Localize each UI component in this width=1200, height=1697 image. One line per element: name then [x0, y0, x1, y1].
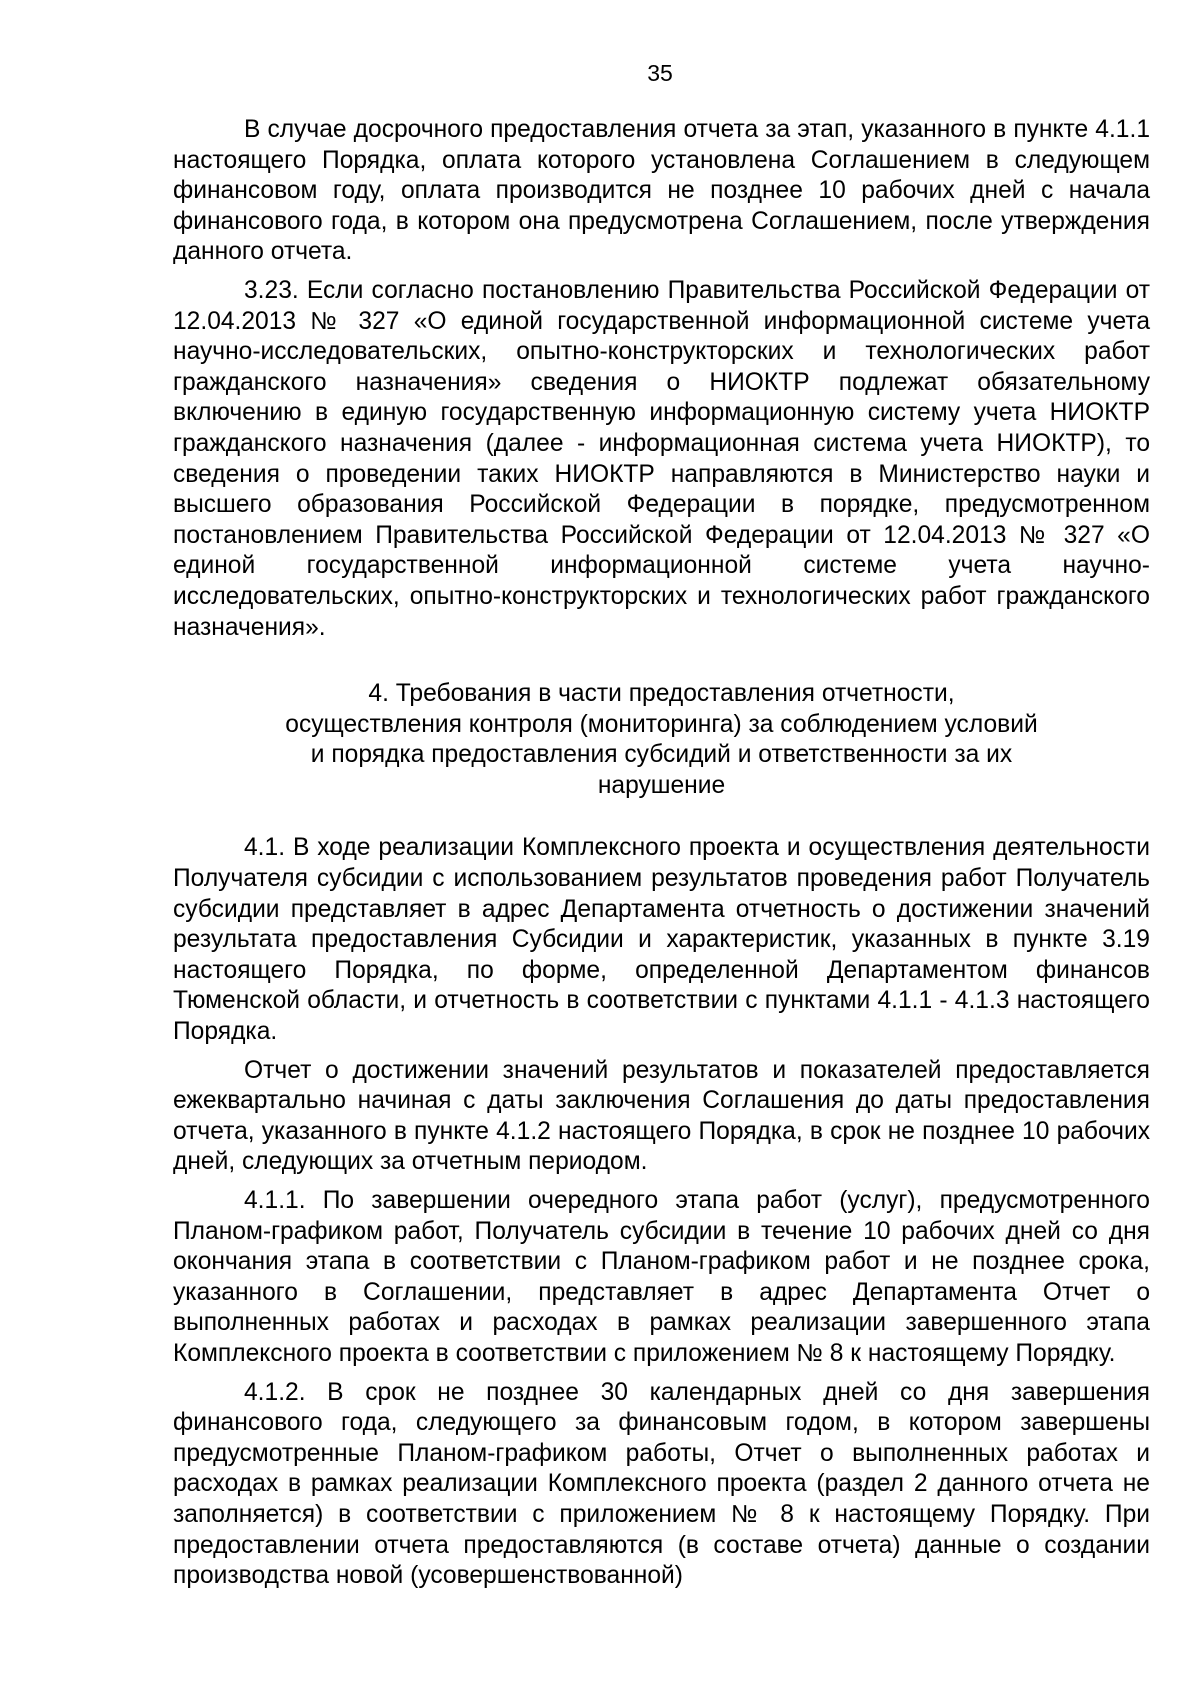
section-heading-line: и порядка предоставления субсидий и ответственности за их	[310, 741, 1013, 769]
page-number: 35	[647, 60, 673, 86]
section-heading-line: нарушение	[597, 771, 726, 799]
document-body	[173, 115, 1150, 1600]
paragraph-3-23: 3.23. Если согласно постановлению Правительства Российской Федерации от 12.04.2013 № 327 «О единой государственной информационной системе учета научно-исследовательских, опытно-конструкторских и технологических работ гражданского назначения» сведения о НИОКТР подлежат обязательному включению в единую государственную информационную систему учета НИОКТР гражданского назначения (далее - информационная система учета НИОКТР), то сведения о проведении таких НИОКТР направляются в Министерство науки и высшего образования Российской Федерации в порядке, предусмотренном постановлением Правительства Российской Федерации от 12.04.2013 № 327 «О единой государственной информационной системе учета научно-исследовательских, опытно-конструкторских и технологических работ гражданского назначения».	[173, 276, 1150, 641]
section-heading-line: 4. Требования в части предоставления отчетности,	[368, 680, 955, 708]
section-4-heading	[173, 679, 1150, 801]
paragraph-4-1: 4.1. В ходе реализации Комплексного проекта и осуществления деятельности Получателя субсидии с использованием результатов проведения работ Получатель субсидии представляет в адрес Департамента отчетность о достижении значений результата предоставления Субсидии и характеристик, указанных в пункте 3.19 настоящего Порядка, по форме, определенной Департаментом финансов Тюменской области, и отчетность в соответствии с пунктами 4.1.1 - 4.1.3 настоящего Порядка.	[173, 834, 1150, 1046]
paragraph-quarterly-report: Отчет о достижении значений результатов и показателей предоставляется ежеквартально начиная с даты заключения Соглашения до даты предоставления отчета, указанного в пункте 4.1.2 настоящего Порядка, в срок не позднее 10 рабочих дней, следующих за отчетным периодом.	[173, 1056, 1150, 1176]
section-heading-line: осуществления контроля (мониторинга) за соблюдением условий	[285, 710, 1038, 738]
paragraph-early-report-payment: В случае досрочного предоставления отчета за этап, указанного в пункте 4.1.1 настоящего Порядка, оплата которого установлена Соглашением в следующем финансовом году, оплата производится не позднее 10 рабочих дней с начала финансового года, в котором она предусмотрена Соглашением, после утверждения данного отчета.	[173, 116, 1150, 266]
paragraph-4-1-1: 4.1.1. По завершении очередного этапа работ (услуг), предусмотренного Планом-графиком работ, Получатель субсидии в течение 10 рабочих дней со дня окончания этапа в соответствии с Планом-графиком работ и не позднее срока, указанного в Соглашении, представляет в адрес Департамента Отчет о выполненных работах и расходах в рамках реализации завершенного этапа Комплексного проекта в соответствии с приложением № 8 к настоящему Порядку.	[173, 1187, 1150, 1367]
paragraph-4-1-2: 4.1.2. В срок не позднее 30 календарных дней со дня завершения финансового года, следующего за финансовым годом, в котором завершены предусмотренные Планом-графиком работы, Отчет о выполненных работах и расходах в рамках реализации Комплексного проекта (раздел 2 данного отчета не заполняется) в соответствии с приложением № 8 к настоящему Порядку. При предоставлении отчета предоставляются (в составе отчета) данные о создании производства новой (усовершенствованной)	[173, 1378, 1150, 1590]
